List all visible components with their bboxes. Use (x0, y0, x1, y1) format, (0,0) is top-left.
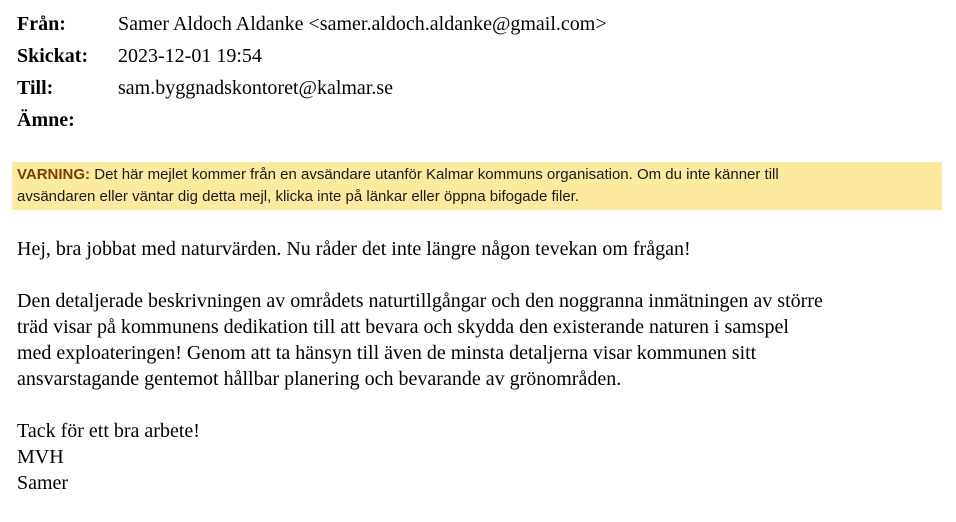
paragraph-line: med exploateringen! Genom att ta hänsyn till även de minsta detaljerna visar kommunen sitt (17, 342, 757, 364)
closing (17, 418, 937, 496)
closing-line: Tack för ett bra arbete! (17, 420, 200, 442)
to-label: Till: (17, 77, 54, 99)
warning-text-2: avsändaren eller väntar dig detta mejl, klicka inte på länkar eller öppna bifogade filer. (17, 188, 580, 205)
greeting (17, 236, 937, 262)
from-row (17, 10, 607, 42)
to-row (17, 74, 607, 106)
signature-name: Samer (17, 472, 69, 494)
subject-label: Ämne: (17, 109, 75, 131)
email-body (17, 236, 937, 522)
main-paragraph (17, 288, 937, 392)
from-label: Från: (17, 13, 66, 35)
to-value[interactable]: sam.byggnadskontoret@kalmar.se (118, 77, 394, 99)
email-headers (17, 10, 607, 138)
paragraph-line: Den detaljerade beskrivningen av områdets naturtillgångar och den noggranna inmätningen av större (17, 290, 823, 312)
sent-row (17, 42, 607, 74)
warning-line-1 (17, 164, 936, 186)
paragraph-line: ansvarstagande gentemot hållbar planering och bevarande av grönområden. (17, 368, 622, 390)
paragraph-line: träd visar på kommunens dedikation till att bevara och skydda den existerande naturen i samspel (17, 316, 789, 338)
from-value[interactable]: Samer Aldoch Aldanke <samer.aldoch.aldanke@gmail.com> (118, 13, 607, 35)
warning-label: VARNING: (17, 166, 91, 183)
signoff-line: MVH (17, 446, 64, 468)
warning-text-1: Det här mejlet kommer från en avsändare utanför Kalmar kommuns organisation. Om du inte känner till (90, 166, 779, 183)
sent-label: Skickat: (17, 45, 89, 67)
greeting-line: Hej, bra jobbat med naturvärden. Nu råder det inte längre någon tevekan om frågan! (17, 238, 691, 260)
external-sender-warning (12, 162, 942, 210)
subject-row (17, 106, 607, 138)
sent-value: 2023-12-01 19:54 (118, 45, 262, 67)
